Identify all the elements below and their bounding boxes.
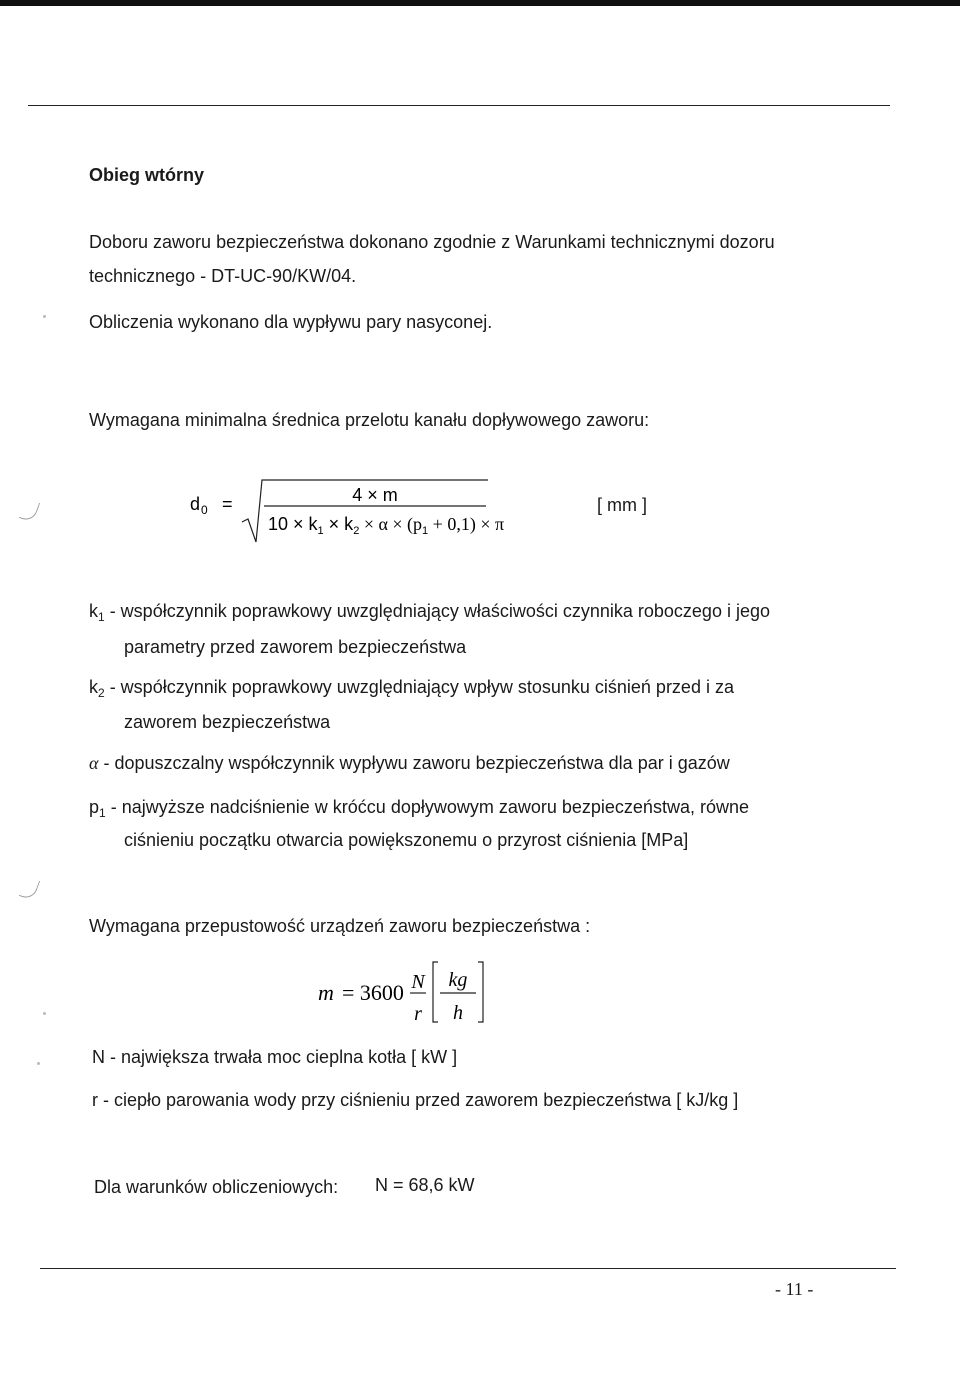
capacity-formula [318,958,498,1028]
variable-N: N - największa trwała moc cieplna kotła [ kW ] [92,1047,458,1067]
diameter-formula [190,470,510,550]
definition-k2-symbol: k [89,677,98,697]
scan-dot-1 [43,315,46,318]
formula-m-num: N [411,971,425,993]
formula-m-den: r [414,1003,422,1025]
header-rule [28,105,890,106]
definition-k1-cont: parametry przed zaworem bezpieczeństwa [124,637,467,657]
scan-dot-3 [37,1062,40,1065]
right-bracket [478,962,483,1022]
definition-k1-sub: 1 [98,610,105,624]
intro-line-1: Doboru zaworu bezpieczeństwa dokonano zgodnie z Warunkami technicznymi dozoru [89,232,775,252]
definition-k2-cont: zaworem bezpieczeństwa [124,712,331,732]
formula-d0-numerator: 4 × m [352,485,398,505]
definition-alpha [89,752,730,774]
capacity-formula-svg [318,958,498,1028]
definition-p1 [89,796,749,824]
definition-p1-text: - najwyższe nadciśnienie w króćcu dopływowym zaworu bezpieczeństwa, równe [105,797,749,817]
scan-mark-left-1 [19,498,40,523]
conditions-value: N = 68,6 kW [375,1175,475,1195]
page-number: - 11 - [775,1279,814,1299]
definition-k1 [89,600,770,628]
formula-d0-lhs-sub: 0 [201,503,208,517]
formula-m-unit-den: h [453,1002,463,1024]
variable-r: r - ciepło parowania wody przy ciśnieniu przed zaworem bezpieczeństwa [ kJ/kg ] [92,1090,739,1110]
diameter-formula-svg [190,470,510,550]
formula-m-eq: = 3600 [342,980,404,1005]
formula-d0-lhs: d [190,494,201,514]
diameter-title: Wymagana minimalna średnica przelotu kanału dopływowego zaworu: [89,410,650,430]
formula-m-unit-num: kg [448,969,468,991]
section-heading: Obieg wtórny [89,165,205,185]
definition-k2 [89,676,734,704]
definition-k1-text: - współczynnik poprawkowy uwzględniający właściwości czynnika roboczego i jego [104,601,770,621]
intro-line-3: Obliczenia wykonano dla wypływu pary nasyconej. [89,312,493,332]
footer-rule [40,1268,896,1269]
left-bracket [433,962,438,1022]
formula-d0-unit: [ mm ] [597,495,647,515]
formula-d0-denominator: $10 \times k_1 \times k_2 \times \alpha \times (p_1 + 0,1) \times \pi$ [268,514,505,537]
scan-dot-2 [43,1012,46,1015]
definition-k2-text: - współczynnik poprawkowy uwzględniający wpływ stosunku ciśnień przed i za [104,677,734,697]
conditions-label: Dla warunków obliczeniowych: [94,1177,339,1197]
scan-top-band [0,0,960,6]
definition-p1-cont: ciśnieniu początku otwarcia powiększonemu o przyrost ciśnienia [MPa] [124,830,689,850]
definition-k2-sub: 2 [98,686,105,700]
intro-line-2: technicznego - DT-UC-90/KW/04. [89,266,357,286]
definition-p1-symbol: p [89,797,100,817]
capacity-title: Wymagana przepustowość urządzeń zaworu bezpieczeństwa : [89,916,591,936]
formula-m-lhs: m [318,980,334,1005]
definition-alpha-symbol: α [89,753,99,773]
definition-p1-sub: 1 [99,806,106,820]
definition-k1-symbol: k [89,601,98,621]
formula-d0-eq: = [222,494,233,514]
definition-alpha-text: - dopuszczalny współczynnik wypływu zaworu bezpieczeństwa dla par i gazów [98,753,730,773]
scan-mark-left-2 [19,876,40,901]
